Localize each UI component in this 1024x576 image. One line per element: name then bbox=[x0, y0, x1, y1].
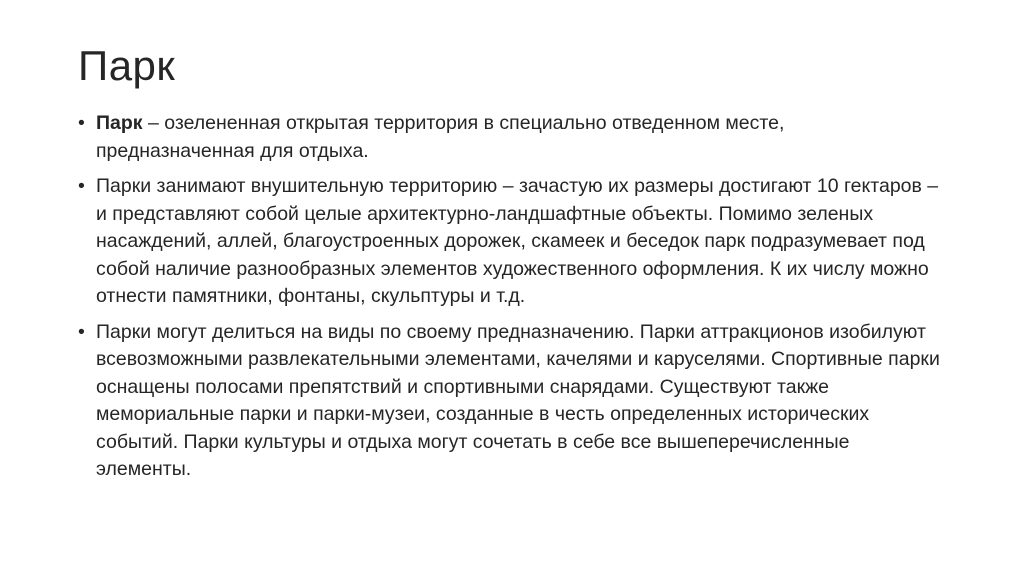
bullet-list bbox=[78, 110, 946, 492]
bullet-icon: • bbox=[78, 112, 85, 134]
bullet-item-size bbox=[78, 173, 946, 311]
bullet-text: – озелененная открытая территория в специально отведенном месте, предназначенная для отдыха. bbox=[96, 112, 785, 162]
bullet-item-types bbox=[78, 319, 946, 484]
slide-title: Парк bbox=[78, 42, 176, 89]
bullet-text: Парки могут делиться на виды по своему предназначению. Парки аттракционов изобилуют всевозможными развлекательными элементами, качелями и каруселями. Спортивные парки оснащены полосами препятствий и спортивными снарядами. Существуют также мемориальные парки и парки-музеи, созданные в честь определенных исторических событий. Парки культуры и отдыха могут сочетать в себе все вышеперечисленные элементы. bbox=[96, 320, 940, 480]
bullet-icon: • bbox=[78, 320, 85, 343]
bullet-text: Парки занимают внушительную территорию – зачастую их размеры достигают 10 гектаров – и представляют собой целые архитектурно-ландшафтные объекты. Помимо зеленых насаждений, аллей, благоустроенных дорожек, скамеек и беседок парк подразумевает под собой наличие разнообразных элементов художественного оформления. К их числу можно отнести памятники, фонтаны, скульптуры и т.д. bbox=[96, 175, 939, 307]
bullet-icon: • bbox=[78, 175, 85, 197]
bullet-term: Парк bbox=[96, 112, 143, 134]
bullet-item-definition bbox=[78, 110, 946, 165]
